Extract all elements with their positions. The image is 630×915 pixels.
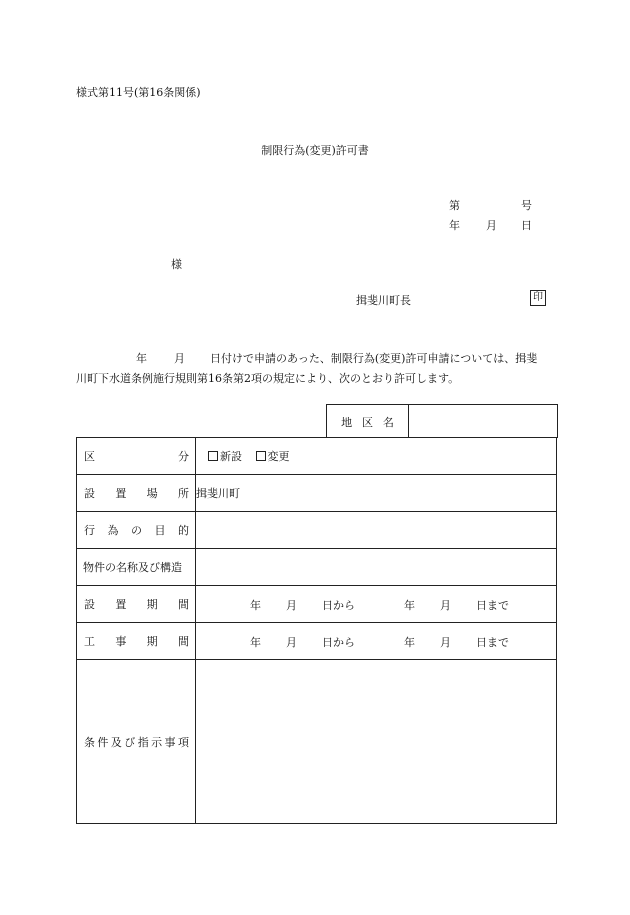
number-suffix: 号	[521, 199, 532, 212]
install-period-field[interactable]: 年 月 日から 年 月 日まで	[196, 586, 557, 623]
area-field[interactable]	[410, 405, 557, 438]
install-period-label: 設 置 期 間	[84, 598, 189, 611]
option-new[interactable]: 新設	[196, 450, 242, 463]
permit-table	[76, 437, 557, 824]
structure-field[interactable]	[196, 549, 557, 586]
row-construction-period	[77, 623, 557, 660]
issue-year-label: 年	[449, 219, 460, 232]
row-install-period	[77, 586, 557, 623]
document-title: 制限行為(変更)許可書	[261, 144, 369, 157]
seal-text: 印	[533, 292, 543, 303]
body-text-line-1: 日付けで申請のあった、制限行為(変更)許可申請については、揖斐	[210, 352, 538, 365]
category-field	[196, 438, 557, 475]
addressee-honorific: 様	[171, 258, 182, 271]
form-number: 様式第11号(第16条関係)	[76, 86, 201, 99]
option-change[interactable]: 変更	[246, 450, 290, 463]
construction-period-label: 工 事 期 間	[84, 635, 189, 648]
category-label: 区 分	[84, 450, 189, 463]
checkbox-icon[interactable]	[256, 451, 266, 461]
body-month-label: 月	[174, 352, 185, 365]
row-structure	[77, 549, 557, 586]
issuer-title: 揖斐川町長	[356, 294, 411, 307]
row-purpose	[77, 512, 557, 549]
row-conditions	[77, 660, 557, 824]
body-line-2: 川町下水道条例施行規則第16条第2項の規定により、次のとおり許可します。	[76, 372, 460, 385]
conditions-field[interactable]	[196, 660, 557, 824]
number-prefix: 第	[449, 199, 460, 212]
issue-month-label: 月	[486, 219, 497, 232]
row-location	[77, 475, 557, 512]
seal-mark	[530, 290, 546, 306]
body-year-label: 年	[136, 352, 147, 365]
area-label: 地区名	[327, 405, 409, 438]
conditions-label: 条 件 及 び 指 示 事 項	[84, 735, 189, 749]
construction-period-field[interactable]: 年 月 日から 年 月 日まで	[196, 623, 557, 660]
area-box	[326, 404, 558, 438]
issue-day-label: 日	[521, 219, 532, 232]
row-category	[77, 438, 557, 475]
structure-label: 物件の名称及び構造	[83, 561, 182, 574]
location-field[interactable]: 揖斐川町	[196, 475, 557, 512]
purpose-label: 行 為 の 目 的	[84, 524, 189, 537]
location-label: 設 置 場 所	[84, 487, 189, 500]
checkbox-icon[interactable]	[208, 451, 218, 461]
purpose-field[interactable]	[196, 512, 557, 549]
